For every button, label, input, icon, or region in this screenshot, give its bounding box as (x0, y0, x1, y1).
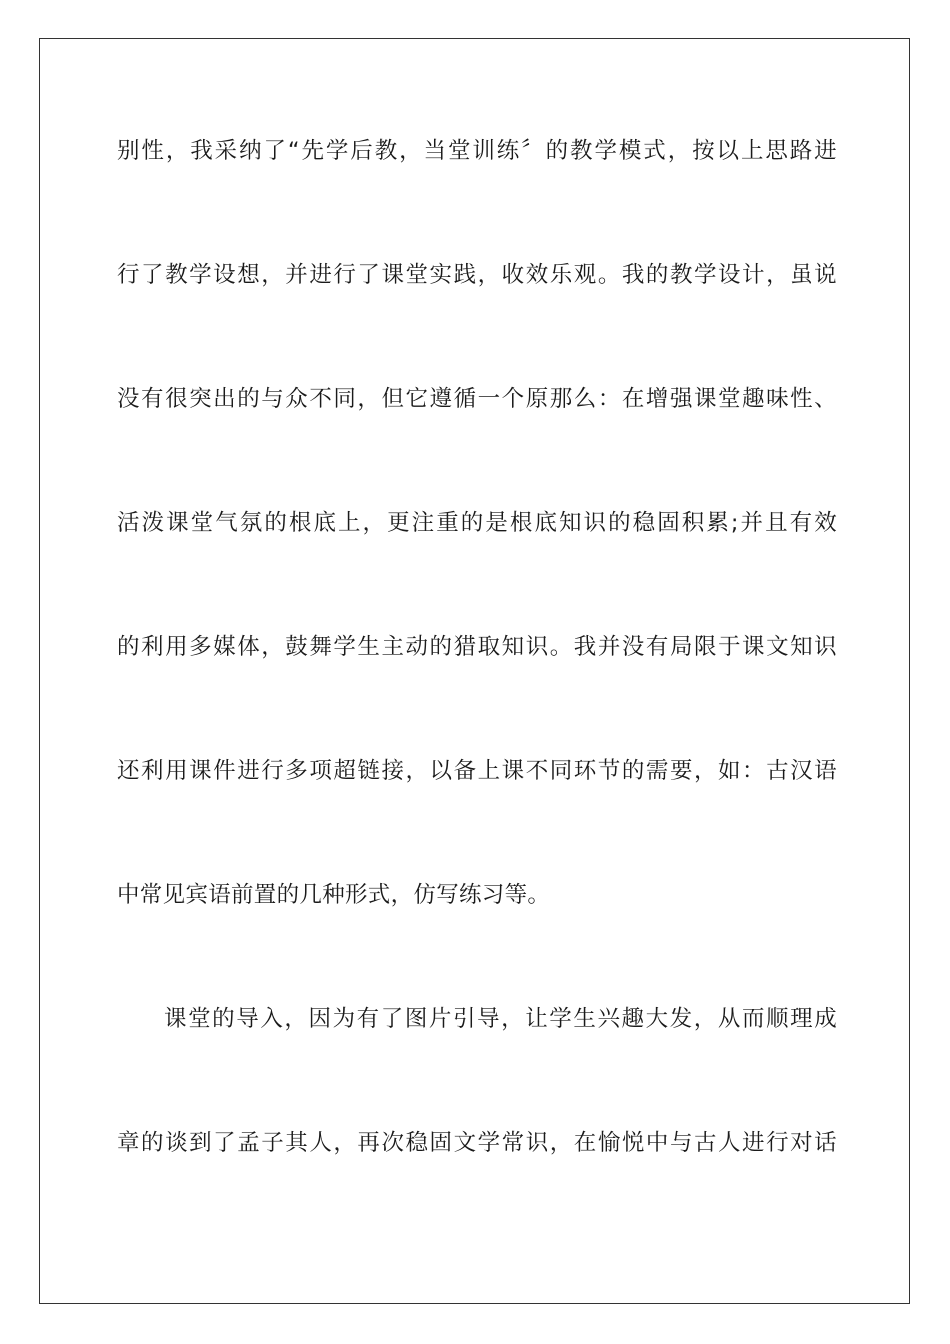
text-line-1: 别性，我采纳了“先学后教，当堂训练〞的教学模式，按以上思路进 (117, 138, 837, 164)
page-border (39, 38, 910, 1304)
text-line-7: 中常见宾语前置的几种形式，仿写练习等。 (117, 882, 551, 908)
text-line-5: 的利用多媒体，鼓舞学生主动的猎取知识。我并没有局限于课文知识 (117, 634, 837, 660)
text-line-8: 课堂的导入，因为有了图片引导，让学生兴趣大发，从而顺理成 (164, 1006, 837, 1032)
text-line-6: 还利用课件进行多项超链接，以备上课不同环节的需要，如：古汉语 (117, 758, 837, 784)
text-line-2: 行了教学设想，并进行了课堂实践，收效乐观。我的教学设计，虽说 (117, 262, 837, 288)
text-line-9: 章的谈到了孟子其人，再次稳固文学常识，在愉悦中与古人进行对话 (117, 1130, 837, 1156)
text-line-4: 活泼课堂气氛的根底上，更注重的是根底知识的稳固积累;并且有效 (117, 510, 837, 536)
text-line-3: 没有很突出的与众不同，但它遵循一个原那么：在增强课堂趣味性、 (117, 386, 837, 412)
